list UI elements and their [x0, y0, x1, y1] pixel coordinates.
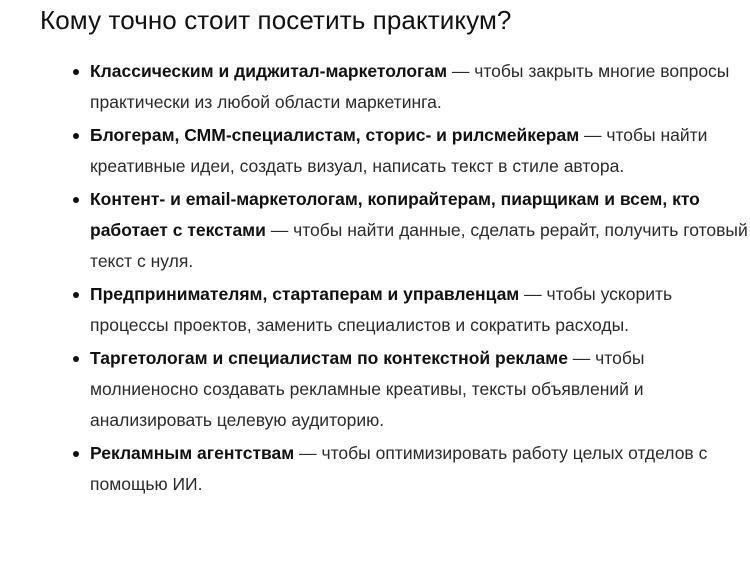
list-item-text: — чтобы найти креативные идеи, создать визуал, написать текст в стиле автора. [90, 125, 708, 176]
list-item-text: — чтобы закрыть многие вопросы практически из любой области маркетинга. [90, 61, 730, 112]
list-item [90, 279, 750, 341]
list-item [90, 56, 750, 118]
section-heading: Кому точно стоит посетить практикум? [40, 5, 512, 35]
list-item [90, 184, 750, 277]
audience-list [36, 56, 750, 500]
list-item-text: — чтобы молниеносно создавать рекламные креативы, тексты объявлений и анализировать целевую аудиторию. [90, 348, 645, 430]
list-item [90, 438, 750, 500]
bullet-icon [73, 133, 79, 139]
list-item-text: — чтобы оптимизировать работу целых отделов с помощью ИИ. [90, 443, 708, 494]
list-item [90, 343, 750, 436]
list-item-bold: Классическим и диджитал-маркетологам [90, 61, 448, 81]
list-item-bold: Рекламным агентствам [90, 443, 295, 463]
bullet-icon [73, 292, 79, 298]
list-item [90, 120, 750, 182]
bullet-icon [73, 69, 79, 75]
list-item-bold: Блогерам, СММ-специалистам, сторис- и рилсмейкерам [90, 125, 580, 145]
list-item-bold: Таргетологам и специалистам по контекстной рекламе [90, 348, 568, 368]
list-item-bold: Предпринимателям, стартаперам и управленцам [90, 284, 520, 304]
list-item-text: — чтобы найти данные, сделать рерайт, получить готовый текст с нуля. [90, 220, 748, 271]
bullet-icon [73, 356, 79, 362]
list-item-text: — чтобы ускорить процессы проектов, заменить специалистов и сократить расходы. [90, 284, 673, 335]
bullet-icon [73, 197, 79, 203]
list-item-bold: Контент- и email-маркетологам, копирайтерам, пиарщикам и всем, кто работает с текстами [90, 189, 700, 240]
bullet-icon [73, 451, 79, 457]
